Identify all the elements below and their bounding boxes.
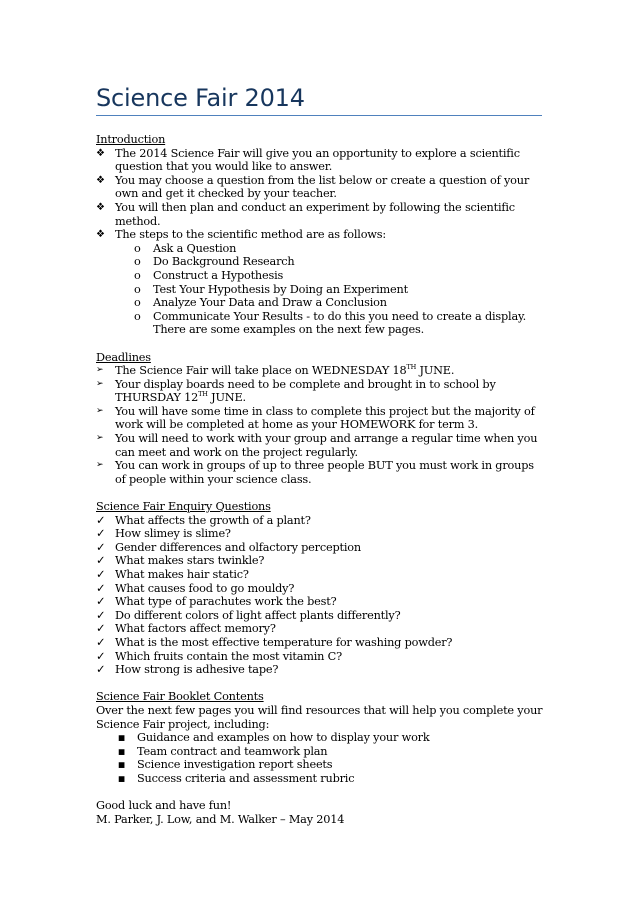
- booklet-intro-text: Over the next few pages you will find resources that will help you complete your Science Fair project, including:: [96, 703, 543, 731]
- booklet-contents-heading: Science Fair Booklet Contents: [96, 690, 264, 704]
- question-item: ✓ Gender differences and olfactory perception: [96, 540, 361, 554]
- intro-list-item: ❖ You will then plan and conduct an experiment by following the scientific method.: [96, 200, 515, 228]
- title-underline-divider: [96, 115, 542, 116]
- deadline-item: ➢ You will have some time in class to complete this project but the majority of work will be completed at home as your HOMEWORK for term 3.: [96, 404, 535, 432]
- booklet-item: ■ Success criteria and assessment rubric: [118, 771, 355, 785]
- method-step-item: o Construct a Hypothesis: [134, 268, 284, 282]
- intro-list-item: ❖ The steps to the scientific method are as follows:: [96, 228, 386, 242]
- check-icon: ✓: [96, 554, 106, 568]
- diamond-bullet-icon: ❖: [96, 174, 105, 186]
- booklet-item: ■ Science investigation report sheets: [118, 758, 333, 772]
- deadline-item: ➢ The Science Fair will take place on WEDNESDAY 18TH JUNE.: [96, 363, 455, 378]
- check-icon: ✓: [96, 513, 106, 527]
- circle-bullet-icon: o: [134, 255, 141, 269]
- introduction-heading: Introduction: [96, 133, 166, 146]
- circle-bullet-icon: o: [134, 282, 141, 296]
- check-icon: ✓: [96, 608, 106, 622]
- method-step-item: o Analyze Your Data and Draw a Conclusion: [134, 296, 387, 310]
- arrow-bullet-icon: ➢: [96, 378, 104, 389]
- check-icon: ✓: [96, 663, 106, 677]
- question-item: ✓ What affects the growth of a plant?: [96, 513, 311, 527]
- square-bullet-icon: ■: [118, 760, 125, 770]
- closing-text: Good luck and have fun!: [96, 799, 232, 813]
- question-item: ✓ What type of parachutes work the best?: [96, 595, 337, 609]
- intro-list-item: ❖ The 2014 Science Fair will give you an opportunity to explore a scientific question that you would like to answer.: [96, 146, 520, 174]
- diamond-bullet-icon: ❖: [96, 201, 105, 213]
- deadline-item: ➢ You will need to work with your group and arrange a regular time when you can meet and work on the project regularly.: [96, 432, 538, 459]
- booklet-item: ■ Team contract and teamwork plan: [118, 744, 328, 758]
- booklet-item: ■ Guidance and examples on how to display your work: [118, 731, 430, 745]
- check-icon: ✓: [96, 527, 106, 541]
- circle-bullet-icon: o: [134, 296, 141, 310]
- question-item: ✓ What makes hair static?: [96, 568, 249, 581]
- check-icon: ✓: [96, 622, 106, 636]
- deadline-item: ➢ Your display boards need to be complete and brought in to school by THURSDAY 12TH JUNE.: [96, 377, 496, 405]
- check-icon: ✓: [96, 568, 106, 581]
- question-item: ✓ How slimey is slime?: [96, 527, 231, 541]
- diamond-bullet-icon: ❖: [96, 147, 105, 159]
- check-icon: ✓: [96, 649, 106, 663]
- square-bullet-icon: ■: [118, 746, 125, 756]
- question-item: ✓ What causes food to go mouldy?: [96, 581, 295, 595]
- check-icon: ✓: [96, 581, 106, 595]
- enquiry-questions-heading: Science Fair Enquiry Questions: [96, 500, 271, 514]
- signature-text: M. Parker, J. Low, and M. Walker – May 2014: [96, 812, 345, 826]
- arrow-bullet-icon: ➢: [96, 460, 104, 471]
- question-item: ✓ Which fruits contain the most vitamin C?: [96, 649, 342, 663]
- arrow-bullet-icon: ➢: [96, 405, 104, 416]
- intro-list-item: ❖ You may choose a question from the list below or create a question of your own and get it checked by your teacher.: [96, 173, 530, 201]
- check-icon: ✓: [96, 635, 106, 649]
- diamond-bullet-icon: ❖: [96, 229, 105, 241]
- question-item: ✓ How strong is adhesive tape?: [96, 663, 279, 677]
- arrow-bullet-icon: ➢: [96, 433, 104, 444]
- question-item: ✓ What makes stars twinkle?: [96, 554, 265, 568]
- square-bullet-icon: ■: [118, 733, 125, 743]
- circle-bullet-icon: o: [134, 309, 141, 323]
- circle-bullet-icon: o: [134, 241, 141, 255]
- check-icon: ✓: [96, 540, 106, 554]
- circle-bullet-icon: o: [134, 268, 141, 282]
- deadlines-heading: Deadlines: [96, 350, 151, 364]
- method-step-item: o Communicate Your Results - to do this you need to create a display. There are some examples on the next few pages.: [134, 309, 527, 337]
- deadline-item: ➢ You can work in groups of up to three people BUT you must work in groups of people within your science class.: [96, 459, 534, 486]
- method-step-item: o Test Your Hypothesis by Doing an Experiment: [134, 282, 408, 296]
- page-title: Science Fair 2014: [96, 84, 305, 112]
- method-step-item: o Ask a Question: [134, 241, 237, 255]
- document-body: [96, 133, 546, 826]
- arrow-bullet-icon: ➢: [96, 365, 104, 376]
- check-icon: ✓: [96, 595, 106, 609]
- question-item: ✓ Do different colors of light affect plants differently?: [96, 608, 401, 622]
- question-item: ✓ What is the most effective temperature for washing powder?: [96, 635, 453, 649]
- square-bullet-icon: ■: [118, 773, 125, 783]
- question-item: ✓ What factors affect memory?: [96, 622, 276, 636]
- method-step-item: o Do Background Research: [134, 255, 295, 269]
